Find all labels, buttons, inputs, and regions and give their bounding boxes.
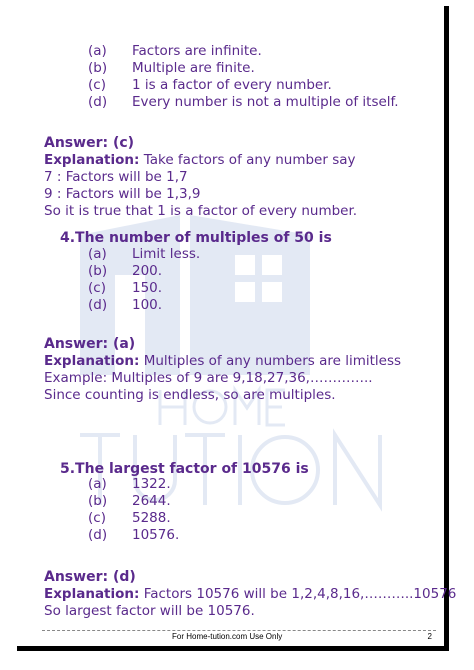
question-text: 5.The largest factor of 10576 is <box>60 461 309 477</box>
option-text: Limit less. <box>132 246 201 262</box>
q3-answer-section <box>44 135 357 220</box>
option-text: 1322. <box>132 476 171 492</box>
explanation-line: 7 : Factors will be 1,7 <box>44 169 188 185</box>
option-row <box>88 246 200 263</box>
option-label: (a) <box>88 476 107 492</box>
q3-options <box>88 43 399 111</box>
q4-answer-section <box>44 336 401 404</box>
explanation-line: 9 : Factors will be 1,3,9 <box>44 186 201 202</box>
option-row <box>88 476 179 493</box>
option-row <box>88 493 179 510</box>
option-row <box>88 94 399 111</box>
explanation-text: Factors 10576 will be 1,2,4,8,16,………..10576 <box>139 586 457 602</box>
option-row <box>88 510 179 527</box>
explanation-line: So largest factor will be 10576. <box>44 603 255 619</box>
option-row <box>88 527 179 544</box>
option-label: (b) <box>88 60 108 76</box>
option-text: 2644. <box>132 493 171 509</box>
explanation-label: Explanation: <box>44 152 140 168</box>
question-4-title <box>60 229 332 247</box>
option-label: (c) <box>88 280 106 296</box>
answer-heading: Answer: (d) <box>44 569 136 585</box>
option-row <box>88 297 200 314</box>
explanation-line <box>44 152 357 169</box>
option-text: 10576. <box>132 527 180 543</box>
explanation-label: Explanation: <box>44 353 140 369</box>
option-text: Multiple are finite. <box>132 60 255 76</box>
option-text: 5288. <box>132 510 171 526</box>
option-row <box>88 77 399 94</box>
option-label: (a) <box>88 246 107 262</box>
option-row <box>88 263 200 280</box>
option-label: (b) <box>88 263 108 279</box>
option-label: (d) <box>88 297 108 313</box>
q4-options <box>88 246 200 314</box>
footer-text: For Home-tution.com Use Only <box>172 632 283 641</box>
page-footer <box>42 630 436 641</box>
option-label: (c) <box>88 77 106 93</box>
explanation-line <box>44 586 456 603</box>
option-label: (c) <box>88 510 106 526</box>
answer-heading: Answer: (a) <box>44 336 136 352</box>
option-text: Factors are infinite. <box>132 43 262 59</box>
option-label: (b) <box>88 493 108 509</box>
option-row <box>88 60 399 77</box>
option-text: 1 is a factor of every number. <box>132 77 332 93</box>
option-row <box>88 43 399 60</box>
question-text: 4.The number of multiples of 50 is <box>60 230 332 246</box>
page-number: 2 <box>427 632 432 641</box>
option-text: 100. <box>132 297 163 313</box>
answer-heading: Answer: (c) <box>44 135 135 151</box>
option-label: (d) <box>88 94 108 110</box>
option-row <box>88 280 200 297</box>
explanation-line: Example: Multiples of 9 are 9,18,27,36,………….. <box>44 370 373 386</box>
option-label: (a) <box>88 43 107 59</box>
explanation-line: Since counting is endless, so are multiples. <box>44 387 336 403</box>
explanation-line <box>44 353 401 370</box>
explanation-line: So it is true that 1 is a factor of every number. <box>44 203 358 219</box>
option-label: (d) <box>88 527 108 543</box>
explanation-label: Explanation: <box>44 586 140 602</box>
explanation-text: Take factors of any number say <box>139 152 356 168</box>
explanation-text: Multiples of any numbers are limitless <box>139 353 402 369</box>
q5-options <box>88 476 179 544</box>
option-text: 150. <box>132 280 163 296</box>
option-text: 200. <box>132 263 163 279</box>
option-text: Every number is not a multiple of itself. <box>132 94 399 110</box>
q5-answer-section <box>44 569 456 620</box>
